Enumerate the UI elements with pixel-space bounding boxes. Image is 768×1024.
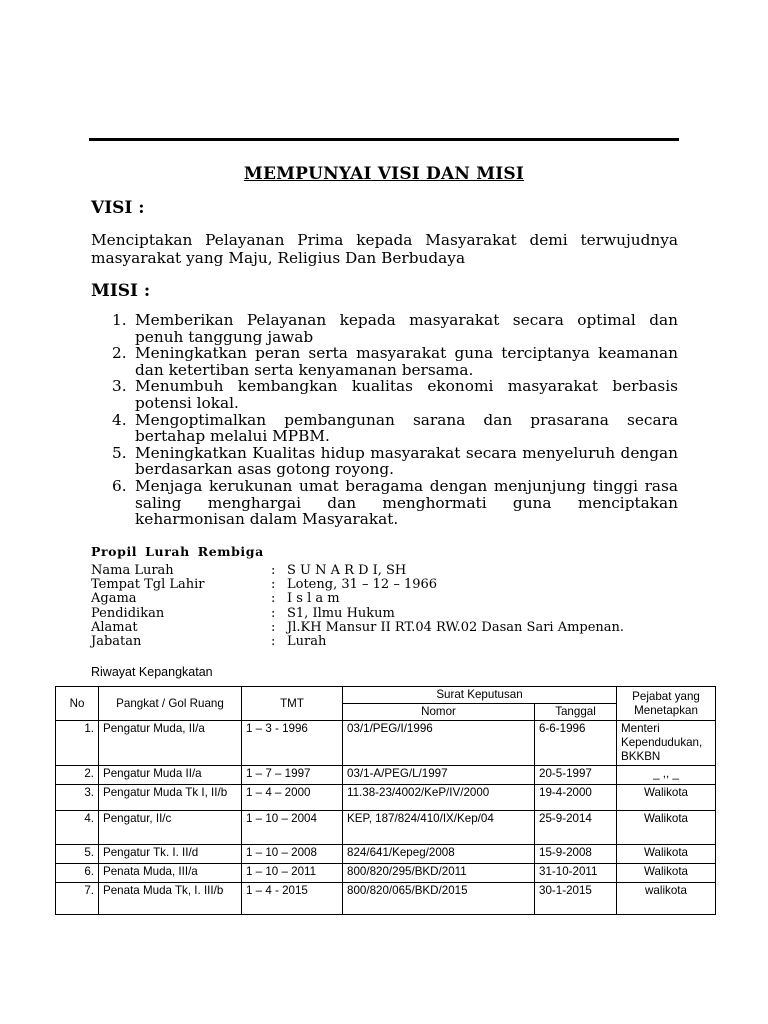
header-nomor: Nomor (343, 704, 535, 721)
profile-value: Jl.KH Mansur II RT.04 RW.02 Dasan Sari Ampenan. (287, 619, 625, 635)
profile-label: Tempat Tgl Lahir (91, 577, 205, 593)
top-horizontal-rule (89, 138, 679, 141)
profile-row (91, 564, 624, 578)
cell-nomor: KEP, 187/824/410/IX/Kep/04 (343, 811, 535, 845)
cell-no: 6. (56, 864, 99, 883)
cell-tanggal: 19-4-2000 (535, 785, 617, 811)
profile-value: S1, Ilmu Hukum (287, 605, 395, 621)
misi-item-text: Mengoptimalkan pembangunan sarana dan prasarana secara bertahap melalui MPBM. (135, 410, 678, 446)
cell-no: 4. (56, 811, 99, 845)
cell-nomor: 11.38-23/4002/KeP/IV/2000 (343, 785, 535, 811)
cell-tmt: 1 – 10 – 2004 (242, 811, 343, 845)
profile-label: Alamat (91, 619, 138, 635)
cell-pejabat: Walikota (617, 811, 716, 845)
header-no: No (56, 687, 99, 721)
cell-pejabat: Menteri Kependudukan, BKKBN (617, 721, 716, 766)
cell-tanggal: 15-9-2008 (535, 845, 617, 864)
profile-label: Pendidikan (91, 605, 165, 621)
profile-label: Nama Lurah (91, 563, 174, 578)
cell-no: 1. (56, 721, 99, 766)
table-row (56, 883, 716, 915)
cell-tmt: 1 – 7 – 1997 (242, 766, 343, 785)
page-title: MEMPUNYAI VISI DAN MISI (243, 164, 525, 184)
misi-item-number: 4. (112, 410, 127, 429)
visi-heading: VISI : (91, 198, 145, 218)
header-tanggal: Tanggal (535, 704, 617, 721)
table-row (56, 766, 716, 785)
cell-pangkat: Pengatur Muda II/a (99, 766, 242, 785)
cell-pejabat: _ ,, _ (617, 766, 716, 785)
profile-separator: : (271, 619, 276, 635)
misi-item-number: 1. (112, 311, 127, 329)
cell-nomor: 824/641/Kepeg/2008 (343, 845, 535, 864)
misi-heading: MISI : (91, 281, 151, 301)
misi-item (112, 345, 678, 378)
cell-tmt: 1 – 4 - 2015 (242, 883, 343, 915)
rank-history-title: Riwayat Kepangkatan (91, 665, 213, 679)
misi-item-number: 3. (112, 377, 127, 396)
cell-tanggal: 25-9-2014 (535, 811, 617, 845)
profile-value: Loteng, 31 – 12 – 1966 (287, 577, 438, 593)
cell-pangkat: Pengatur Tk. I. II/d (99, 845, 242, 864)
misi-item-number: 6. (112, 476, 127, 495)
profile-separator: : (271, 563, 276, 578)
misi-item (112, 378, 678, 411)
cell-tmt: 1 – 10 – 2011 (242, 864, 343, 883)
misi-item-number: 5. (112, 443, 127, 462)
profile-row (91, 578, 624, 592)
visi-text: Menciptakan Pelayanan Prima kepada Masyarakat demi terwujudnya masyarakat yang Maju, Religius Dan Berbudaya (91, 231, 678, 267)
misi-item-text: Menumbuh kembangkan kualitas ekonomi masyarakat berbasis potensi lokal. (135, 377, 678, 412)
cell-no: 7. (56, 883, 99, 915)
table-row (56, 811, 716, 845)
profile-value: I s l a m (287, 591, 340, 607)
cell-tmt: 1 – 3 - 1996 (242, 721, 343, 766)
table-row (56, 721, 716, 766)
cell-nomor: 800/820/065/BKD/2015 (343, 883, 535, 915)
misi-item (112, 445, 678, 478)
cell-pangkat: Penata Muda, III/a (99, 864, 242, 883)
profile-row (91, 621, 624, 635)
profile-separator: : (271, 605, 276, 621)
profile-separator: : (271, 577, 276, 593)
misi-item (112, 312, 678, 345)
profile-row (91, 592, 624, 606)
table-row (56, 864, 716, 883)
cell-tanggal: 20-5-1997 (535, 766, 617, 785)
misi-item-number: 2. (112, 344, 127, 363)
cell-tanggal: 6-6-1996 (535, 721, 617, 766)
table-row (56, 845, 716, 864)
cell-tanggal: 31-10-2011 (535, 864, 617, 883)
header-pejabat: Pejabat yang Menetapkan (617, 687, 716, 721)
cell-tanggal: 30-1-2015 (535, 883, 617, 915)
profile-value: S U N A R D I, SH (287, 563, 407, 578)
profile-separator: : (271, 591, 276, 607)
profile-separator: : (271, 634, 276, 650)
cell-pangkat: Pengatur Muda, II/a (99, 721, 242, 766)
cell-pangkat: Pengatur, II/c (99, 811, 242, 845)
misi-item-text: Meningkatkan peran serta masyarakat guna terciptanya keamanan dan ketertiban serta kenyamanan bersama. (135, 344, 678, 379)
profile-value: Lurah (287, 634, 327, 650)
cell-pangkat: Pengatur Muda Tk I, II/b (99, 785, 242, 811)
cell-no: 5. (56, 845, 99, 864)
cell-pejabat: walikota (617, 883, 716, 915)
cell-tmt: 1 – 10 – 2008 (242, 845, 343, 864)
rank-history-body (56, 721, 716, 915)
profile-details (91, 564, 624, 649)
cell-tmt: 1 – 4 – 2000 (242, 785, 343, 811)
header-surat-keputusan: Surat Keputusan (343, 687, 617, 704)
cell-nomor: 800/820/295/BKD/2011 (343, 864, 535, 883)
profile-title: Propil Lurah Rembiga (91, 544, 264, 559)
misi-item-text: Menjaga kerukunan umat beragama dengan menjunjung tinggi rasa saling menghargai dan menghormati guna menciptakan keharmonisan dalam Masyarakat. (135, 476, 678, 529)
profile-row (91, 607, 624, 621)
table-row (56, 785, 716, 811)
misi-item (112, 478, 678, 528)
cell-pejabat: Walikota (617, 845, 716, 864)
profile-label: Jabatan (91, 634, 142, 650)
cell-pejabat: Walikota (617, 864, 716, 883)
misi-item (112, 412, 678, 445)
misi-item-text: Memberikan Pelayanan kepada masyarakat secara optimal dan penuh tanggung jawab (135, 311, 678, 346)
cell-nomor: 03/1-A/PEG/L/1997 (343, 766, 535, 785)
profile-label: Agama (91, 591, 137, 607)
header-pangkat: Pangkat / Gol Ruang (99, 687, 242, 721)
cell-nomor: 03/1/PEG/I/1996 (343, 721, 535, 766)
cell-no: 3. (56, 785, 99, 811)
header-tmt: TMT (242, 687, 343, 721)
misi-list (112, 312, 678, 528)
rank-history-table (55, 686, 716, 915)
cell-pangkat: Penata Muda Tk, I. III/b (99, 883, 242, 915)
misi-item-text: Meningkatkan Kualitas hidup masyarakat secara menyeluruh dengan berdasarkan asas gotong royong. (135, 443, 678, 479)
cell-no: 2. (56, 766, 99, 785)
profile-row (91, 635, 624, 649)
cell-pejabat: Walikota (617, 785, 716, 811)
